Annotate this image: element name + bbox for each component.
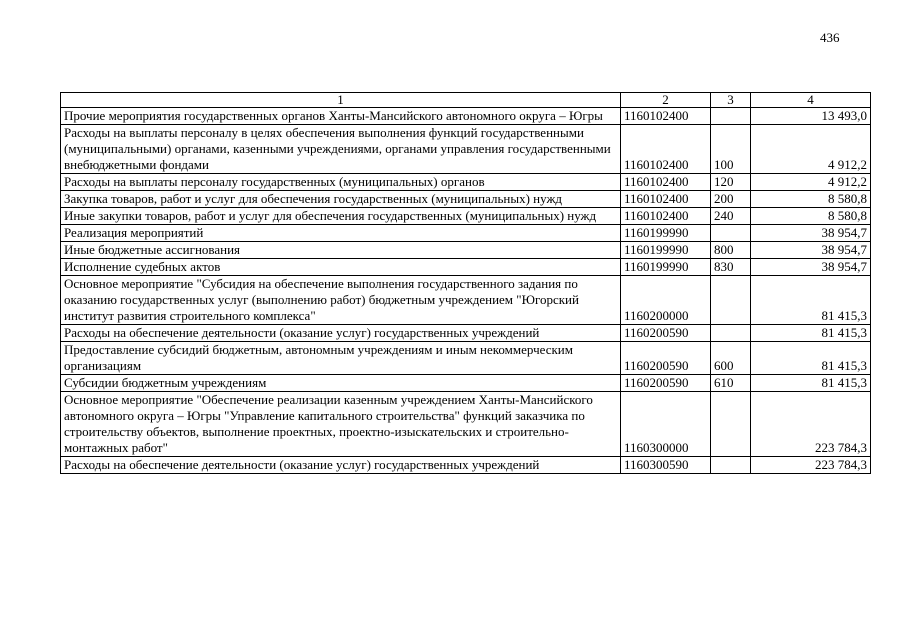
row-name: Исполнение судебных актов bbox=[61, 259, 621, 276]
row-type: 800 bbox=[711, 242, 751, 259]
row-code: 1160300000 bbox=[621, 392, 711, 457]
row-code: 1160199990 bbox=[621, 259, 711, 276]
row-type: 240 bbox=[711, 208, 751, 225]
row-name: Основное мероприятие "Обеспечение реализации казенным учреждением Ханты-Мансийского автономного округа – Югры "Управление капитального строительства" функций заказчика по строительству объектов, выполнение проектных, проектно-изыскательских и строительно-монтажных работ" bbox=[61, 392, 621, 457]
header-cell-type: 3 bbox=[711, 93, 751, 108]
row-amount: 8 580,8 bbox=[751, 208, 871, 225]
row-code: 1160200590 bbox=[621, 375, 711, 392]
row-code: 1160102400 bbox=[621, 174, 711, 191]
row-type: 830 bbox=[711, 259, 751, 276]
row-type bbox=[711, 276, 751, 325]
table-row bbox=[61, 276, 871, 325]
row-amount: 8 580,8 bbox=[751, 191, 871, 208]
row-name: Закупка товаров, работ и услуг для обеспечения государственных (муниципальных) нужд bbox=[61, 191, 621, 208]
row-name: Расходы на выплаты персоналу государственных (муниципальных) органов bbox=[61, 174, 621, 191]
table-row bbox=[61, 108, 871, 125]
row-code: 1160102400 bbox=[621, 125, 711, 174]
page-number: 436 bbox=[820, 30, 840, 45]
row-type bbox=[711, 325, 751, 342]
row-amount: 81 415,3 bbox=[751, 325, 871, 342]
row-name: Основное мероприятие "Субсидия на обеспечение выполнения государственного задания по оказанию государственных услуг (выполнению работ) бюджетным учреждением "Югорский институт развития строительного комплекса" bbox=[61, 276, 621, 325]
row-code: 1160102400 bbox=[621, 108, 711, 125]
table-row bbox=[61, 457, 871, 474]
row-type bbox=[711, 108, 751, 125]
budget-table bbox=[60, 92, 871, 474]
row-amount: 4 912,2 bbox=[751, 125, 871, 174]
row-name: Прочие мероприятия государственных органов Ханты-Мансийского автономного округа – Югры bbox=[61, 108, 621, 125]
table-row bbox=[61, 259, 871, 276]
row-amount: 4 912,2 bbox=[751, 174, 871, 191]
row-amount: 81 415,3 bbox=[751, 375, 871, 392]
table-row bbox=[61, 325, 871, 342]
header-cell-name: 1 bbox=[61, 93, 621, 108]
header-cell-amount: 4 bbox=[751, 93, 871, 108]
row-code: 1160300590 bbox=[621, 457, 711, 474]
row-type: 200 bbox=[711, 191, 751, 208]
table-row bbox=[61, 375, 871, 392]
row-type: 600 bbox=[711, 342, 751, 375]
row-type bbox=[711, 392, 751, 457]
row-name: Расходы на выплаты персоналу в целях обеспечения выполнения функций государственными (муниципальными) органами, казенными учреждениями, органами управления государственными внебюджетными фондами bbox=[61, 125, 621, 174]
header-cell-code: 2 bbox=[621, 93, 711, 108]
row-type: 100 bbox=[711, 125, 751, 174]
row-type: 610 bbox=[711, 375, 751, 392]
row-code: 1160102400 bbox=[621, 208, 711, 225]
row-name: Субсидии бюджетным учреждениям bbox=[61, 375, 621, 392]
table-row bbox=[61, 242, 871, 259]
row-amount: 13 493,0 bbox=[751, 108, 871, 125]
row-code: 1160200590 bbox=[621, 325, 711, 342]
row-type bbox=[711, 225, 751, 242]
row-code: 1160199990 bbox=[621, 242, 711, 259]
table-row bbox=[61, 208, 871, 225]
row-amount: 38 954,7 bbox=[751, 242, 871, 259]
row-name: Предоставление субсидий бюджетным, автономным учреждениям и иным некоммерческим организациям bbox=[61, 342, 621, 375]
row-amount: 223 784,3 bbox=[751, 392, 871, 457]
table-row bbox=[61, 392, 871, 457]
row-type bbox=[711, 457, 751, 474]
row-code: 1160102400 bbox=[621, 191, 711, 208]
row-name: Расходы на обеспечение деятельности (оказание услуг) государственных учреждений bbox=[61, 457, 621, 474]
table-row bbox=[61, 125, 871, 174]
table-row bbox=[61, 191, 871, 208]
table-header-row bbox=[61, 93, 871, 108]
table-row bbox=[61, 174, 871, 191]
row-code: 1160200000 bbox=[621, 276, 711, 325]
row-code: 1160199990 bbox=[621, 225, 711, 242]
row-amount: 38 954,7 bbox=[751, 225, 871, 242]
table-body bbox=[61, 108, 871, 474]
row-amount: 81 415,3 bbox=[751, 276, 871, 325]
row-name: Реализация мероприятий bbox=[61, 225, 621, 242]
table-row bbox=[61, 342, 871, 375]
row-code: 1160200590 bbox=[621, 342, 711, 375]
row-name: Расходы на обеспечение деятельности (оказание услуг) государственных учреждений bbox=[61, 325, 621, 342]
row-type: 120 bbox=[711, 174, 751, 191]
row-amount: 38 954,7 bbox=[751, 259, 871, 276]
row-name: Иные закупки товаров, работ и услуг для обеспечения государственных (муниципальных) нужд bbox=[61, 208, 621, 225]
table-row bbox=[61, 225, 871, 242]
row-amount: 81 415,3 bbox=[751, 342, 871, 375]
row-name: Иные бюджетные ассигнования bbox=[61, 242, 621, 259]
row-amount: 223 784,3 bbox=[751, 457, 871, 474]
